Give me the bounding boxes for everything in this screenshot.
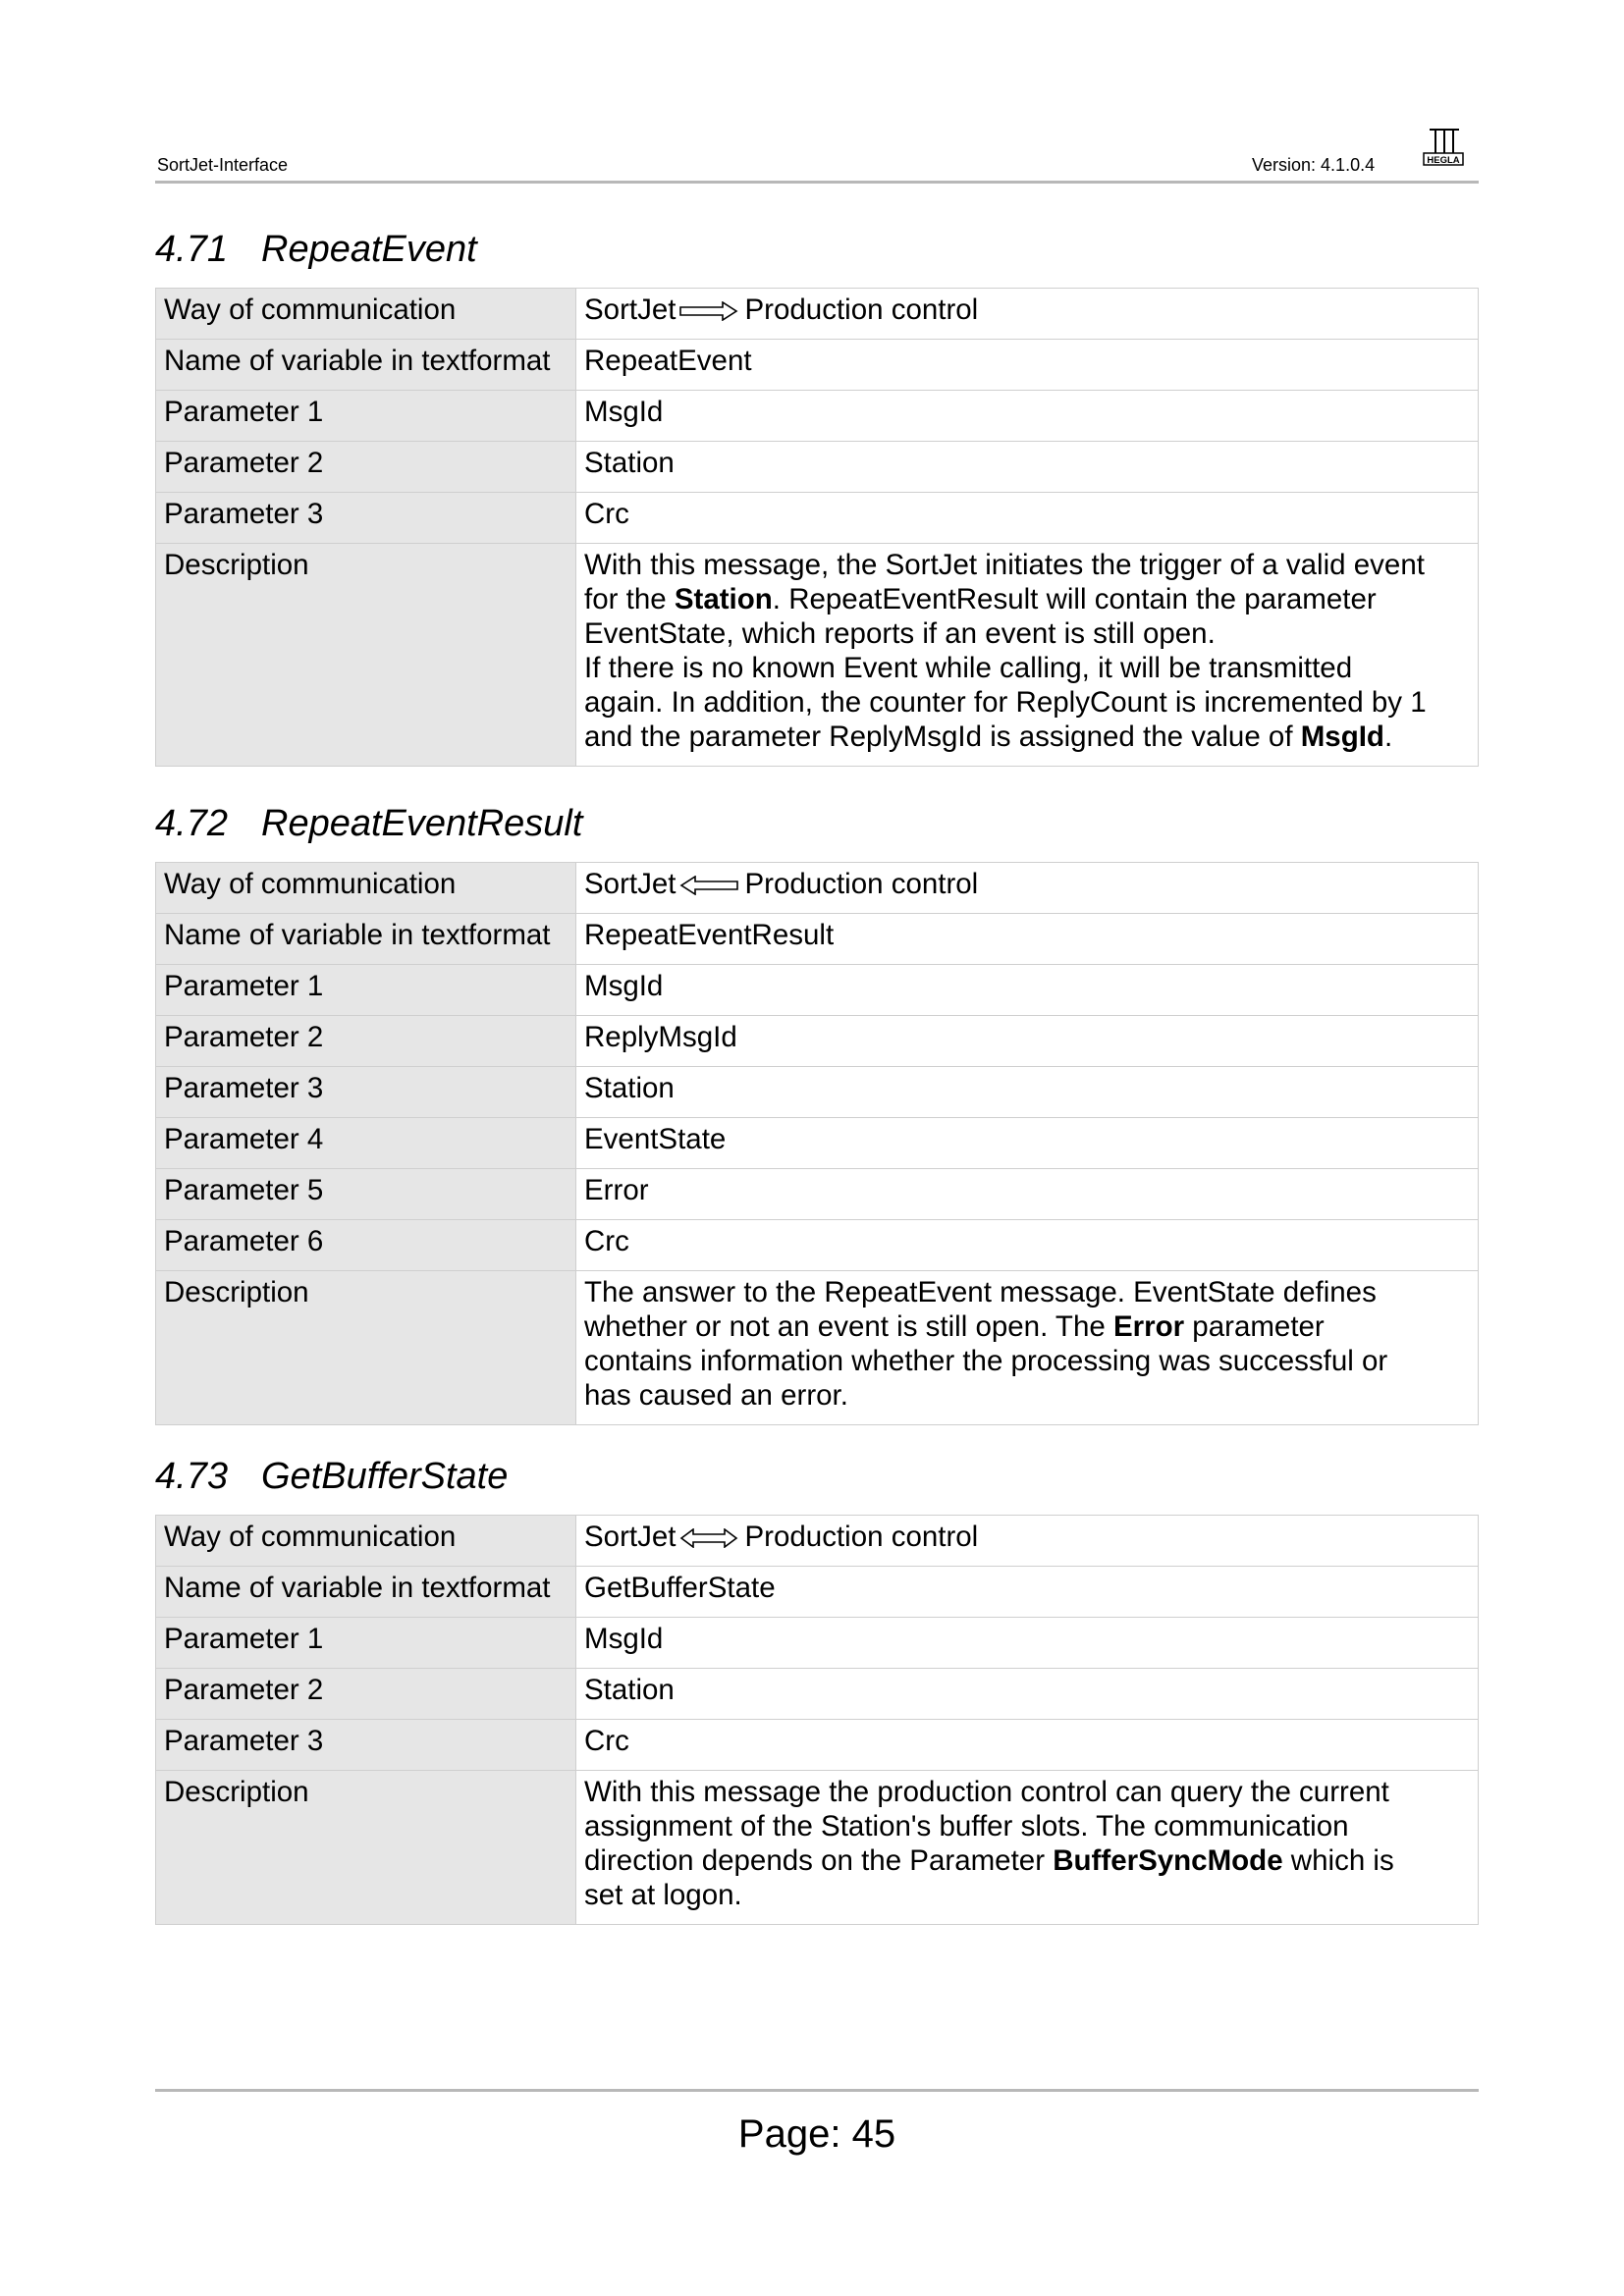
section-title: RepeatEventResult: [261, 803, 583, 844]
table-row: [156, 1618, 1479, 1669]
arrow-left-icon: [679, 876, 738, 895]
table-row: [156, 391, 1479, 442]
page-number: Page: 45: [737, 2112, 896, 2156]
section-title: GetBufferState: [261, 1456, 509, 1497]
section-number: 4.72: [155, 803, 228, 844]
table-row: [156, 1220, 1479, 1271]
section-number: 4.71: [155, 229, 228, 270]
description-line: whether or not an event is still open. The Error parameter: [584, 1310, 1325, 1343]
svg-text:HEGLA: HEGLA: [1427, 155, 1460, 166]
table-row: [156, 289, 1479, 340]
section-heading: [155, 800, 1479, 847]
section-number: 4.73: [155, 1456, 228, 1497]
table-row: [156, 1016, 1479, 1067]
section-get-buffer-state: [155, 1453, 1479, 1925]
comm-from: SortJet: [584, 294, 677, 326]
row-label: Parameter 5: [156, 1169, 576, 1220]
description-text: [576, 1771, 1479, 1925]
row-label: Way of communication: [156, 863, 576, 914]
row-label: Name of variable in textformat: [156, 1567, 576, 1618]
description-line: With this message, the SortJet initiates the trigger of a valid event: [584, 549, 1425, 581]
row-label: Parameter 2: [156, 1669, 576, 1720]
message-table: [155, 862, 1479, 1425]
section-heading: [155, 226, 1479, 273]
comm-to: Production control: [744, 1521, 979, 1553]
row-label: Parameter 1: [156, 391, 576, 442]
description-row: [156, 544, 1479, 767]
section-heading: [155, 1453, 1479, 1500]
row-label: Way of communication: [156, 1516, 576, 1567]
row-label: Parameter 4: [156, 1118, 576, 1169]
row-value: GetBufferState: [576, 1567, 1479, 1618]
message-table: [155, 288, 1479, 767]
row-label: Parameter 1: [156, 1618, 576, 1669]
row-value: ReplyMsgId: [576, 1016, 1479, 1067]
row-value: EventState: [576, 1118, 1479, 1169]
description-line: assignment of the Station's buffer slots. The communication: [584, 1810, 1349, 1842]
table-row: [156, 914, 1479, 965]
description-text: [576, 544, 1479, 767]
row-value: MsgId: [576, 1618, 1479, 1669]
table-row: [156, 965, 1479, 1016]
row-label: Parameter 2: [156, 1016, 576, 1067]
description-line: contains information whether the processing was successful or: [584, 1345, 1388, 1377]
table-row: [156, 340, 1479, 391]
table-row: [156, 1169, 1479, 1220]
row-value: Error: [576, 1169, 1479, 1220]
row-label: Name of variable in textformat: [156, 340, 576, 391]
table-row: [156, 1118, 1479, 1169]
row-value: RepeatEventResult: [576, 914, 1479, 965]
row-label: Parameter 6: [156, 1220, 576, 1271]
table-row: [156, 1067, 1479, 1118]
description-line: direction depends on the Parameter BufferSyncMode which is: [584, 1844, 1394, 1877]
row-value: MsgId: [576, 391, 1479, 442]
table-row: [156, 1720, 1479, 1771]
row-value: [576, 863, 1479, 914]
row-value: Station: [576, 442, 1479, 493]
comm-to: Production control: [744, 294, 979, 326]
arrow-right-icon: [679, 301, 738, 321]
table-row: [156, 863, 1479, 914]
table-row: [156, 493, 1479, 544]
document-title: SortJet-Interface: [157, 155, 289, 175]
description-row: [156, 1271, 1479, 1425]
row-label: Parameter 1: [156, 965, 576, 1016]
row-value: Station: [576, 1669, 1479, 1720]
row-value: RepeatEvent: [576, 340, 1479, 391]
description-text: [576, 1271, 1479, 1425]
table-row: [156, 1567, 1479, 1618]
comm-from: SortJet: [584, 1521, 677, 1553]
description-line: has caused an error.: [584, 1379, 848, 1412]
section-repeat-event-result: [155, 800, 1479, 1425]
description-line: EventState, which reports if an event is still open.: [584, 617, 1216, 650]
description-line: If there is no known Event while calling, it will be transmitted: [584, 652, 1353, 684]
table-row: [156, 1516, 1479, 1567]
row-label: Name of variable in textformat: [156, 914, 576, 965]
description-line: With this message the production control can query the current: [584, 1776, 1389, 1808]
message-table: [155, 1515, 1479, 1925]
row-label: Parameter 3: [156, 1067, 576, 1118]
section-title: RepeatEvent: [261, 229, 477, 270]
row-label: Parameter 3: [156, 493, 576, 544]
hegla-logo: [1420, 126, 1467, 169]
comm-from: SortJet: [584, 868, 677, 900]
page-header: [155, 147, 1479, 184]
row-label: Parameter 2: [156, 442, 576, 493]
description-line: set at logon.: [584, 1879, 742, 1911]
row-value: [576, 289, 1479, 340]
row-label: Description: [156, 544, 576, 767]
arrow-both-icon: [679, 1528, 738, 1548]
row-value: Crc: [576, 493, 1479, 544]
row-value: [576, 1516, 1479, 1567]
row-value: Station: [576, 1067, 1479, 1118]
row-label: Way of communication: [156, 289, 576, 340]
row-label: Description: [156, 1271, 576, 1425]
row-value: Crc: [576, 1220, 1479, 1271]
version-label: Version: 4.1.0.4: [1252, 155, 1376, 175]
description-line: for the Station. RepeatEventResult will contain the parameter: [584, 583, 1377, 615]
footer-divider: [155, 2089, 1479, 2092]
table-row: [156, 442, 1479, 493]
row-value: Crc: [576, 1720, 1479, 1771]
description-line: and the parameter ReplyMsgId is assigned the value of MsgId.: [584, 721, 1393, 753]
table-row: [156, 1669, 1479, 1720]
row-value: MsgId: [576, 965, 1479, 1016]
comm-to: Production control: [744, 868, 979, 900]
description-line: The answer to the RepeatEvent message. EventState defines: [584, 1276, 1377, 1308]
section-repeat-event: [155, 226, 1479, 767]
description-line: again. In addition, the counter for ReplyCount is incremented by 1: [584, 686, 1427, 719]
row-label: Description: [156, 1771, 576, 1925]
row-label: Parameter 3: [156, 1720, 576, 1771]
description-row: [156, 1771, 1479, 1925]
